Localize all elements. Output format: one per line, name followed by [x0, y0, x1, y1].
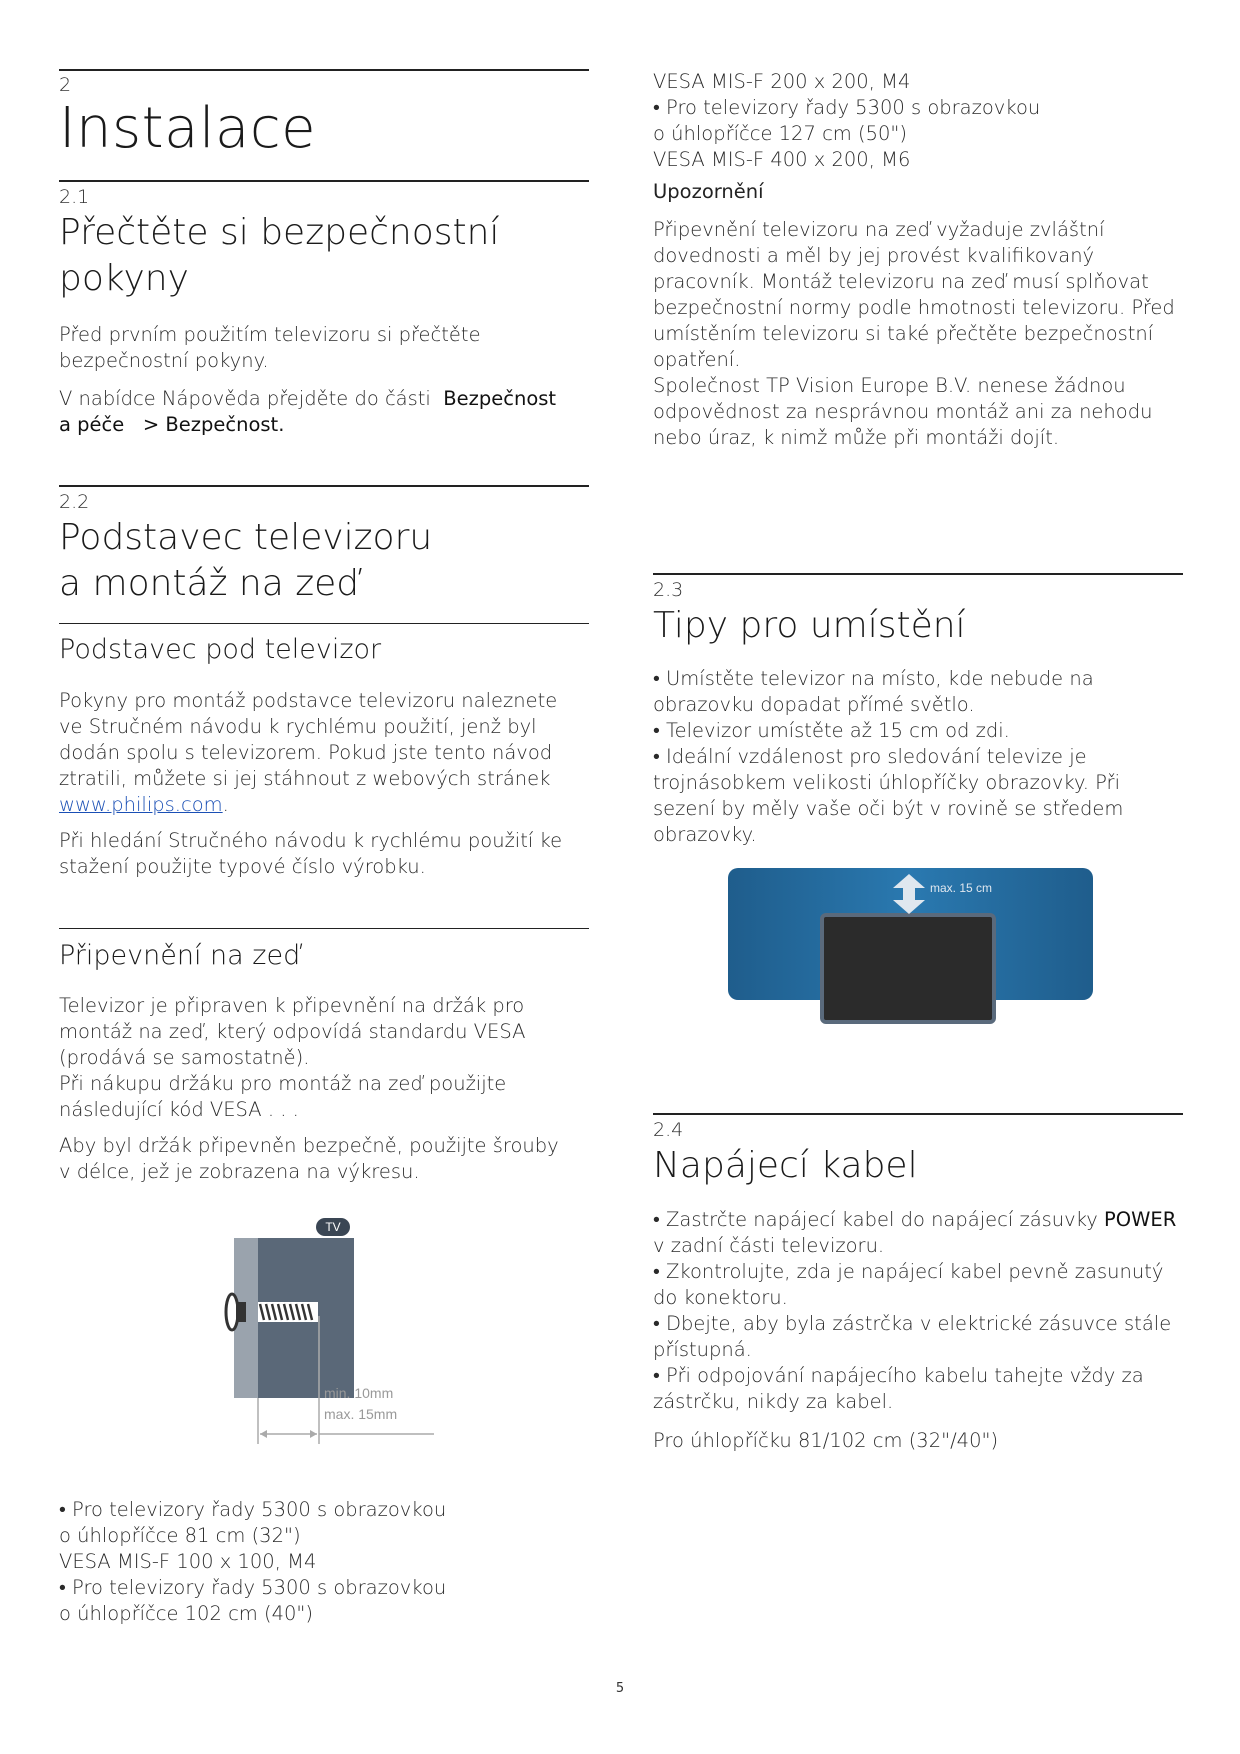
section-number: 2.3 [653, 579, 684, 601]
section-title: Podstavec televizoru a montáž na zeď [59, 517, 433, 604]
power-list: • Zastrčte napájecí kabel do napájecí zásuvky POWER v zadní části televizoru. • Zkontrolujte, zda je napájecí kabel pevně zasunutý do konektoru. • Dbejte, aby byla zástrčka v elektrické zásuvce stále přístupná. • Při odpojování napájecího kabelu tahejte vždy za zástrčku, nikdy za kabel. [653, 1208, 1177, 1413]
page-title: Instalace [59, 96, 317, 161]
vesa-list: • Pro televizory řady 5300 s obrazovkou o úhlopříčce 81 cm (32") VESA MIS-F 100 x 100, M4 • Pro televizory řady 5300 s obrazovkou o úhlopříčce 102 cm (40") [59, 1498, 447, 1625]
tv-screen [822, 915, 994, 1022]
screw-diagram [224, 1216, 494, 1446]
vesa-list: VESA MIS-F 200 x 200, M4 • Pro televizory řady 5300 s obrazovkou o úhlopříčce 127 cm (50") VESA MIS-F 400 x 200, M6 [653, 70, 1041, 171]
subsection-rule [59, 623, 589, 624]
paragraph: V nabídce Nápověda přejděte do části Bezpečnost a péče > Bezpečnost. [59, 387, 557, 436]
section-title: Napájecí kabel [653, 1145, 918, 1186]
warning-text: Připevnění televizoru na zeď vyžaduje zvláštní dovednosti a měl by jej provést kvalifikovaný pracovník. Montáž televizoru na zeď musí splňovat bezpečnostní normy podle hmotnosti televizoru. Před umístěním televizoru si také přečtěte bezpečnostní opatření. Společnost TP Vision Europe B.V. nenese žádnou odpovědnost za nesprávnou montáž ani za nehodu nebo úraz, k nimž může při montáži dojít. [653, 218, 1175, 449]
paragraph: Před prvním použitím televizoru si přečtěte bezpečnostní pokyny. [59, 323, 481, 372]
paragraph: Při hledání Stručného návodu k rychlému použití ke stažení použijte typové číslo výrobku. [59, 829, 563, 878]
page-number: 5 [615, 1681, 625, 1696]
section-rule [59, 69, 589, 71]
section-number: 2.2 [59, 491, 90, 513]
philips-link[interactable]: www.philips.com [59, 793, 223, 816]
section-rule [59, 485, 589, 487]
paragraph: Pro úhlopříčku 81/102 cm (32"/40") [653, 1429, 999, 1452]
section-number: 2.1 [59, 186, 90, 208]
menu-path: Bezpečnost [443, 387, 557, 410]
distance-label: max. 15 cm [930, 881, 993, 895]
max-label: max. 15mm [324, 1406, 398, 1422]
warning-title: Upozornění [653, 180, 764, 203]
subsection-rule [59, 928, 589, 929]
placement-diagram [728, 868, 1093, 1024]
section-number: 2 [59, 74, 72, 96]
subsection-title: Připevnění na zeď [59, 940, 301, 971]
tips-list: • Umístěte televizor na místo, kde nebude na obrazovku dopadat přímé světlo. • Televizor umístěte až 15 cm od zdi. • Ideální vzdálenost pro sledování televize je trojnásobkem velikosti úhlopříčky obrazovky. Při sezení by měly vaše oči být v rovině se středem obrazovky. [653, 667, 1124, 846]
paragraph: Aby byl držák připevněn bezpečně, použijte šrouby v délce, jež je zobrazena na výkresu. [59, 1134, 559, 1183]
paragraph: Pokyny pro montáž podstavce televizoru naleznete ve Stručném návodu k rychlému použití, jenž byl dodán spolu s televizorem. Pokud jste tento návod ztratili, můžete si jej stáhnout z webových stránek www.philips.com. [59, 689, 558, 816]
section-rule [653, 573, 1183, 575]
subsection-title: Podstavec pod televizor [59, 634, 382, 665]
screw-neck [236, 1302, 246, 1322]
min-label: min. 10mm [324, 1385, 394, 1401]
section-number: 2.4 [653, 1119, 684, 1141]
tv-label: TV [325, 1220, 341, 1234]
paragraph: Televizor je připraven k připevnění na držák pro montáž na zeď, který odpovídá standardu VESA (prodává se samostatně). Při nákupu držáku pro montáž na zeď použijte následující kód VESA . . . [59, 994, 526, 1121]
section-title: Tipy pro umístění [653, 605, 966, 646]
power-keyword: POWER [1104, 1208, 1177, 1231]
section-rule [653, 1113, 1183, 1115]
section-rule [59, 180, 589, 182]
section-title: Přečtěte si bezpečnostní pokyny [59, 212, 500, 299]
